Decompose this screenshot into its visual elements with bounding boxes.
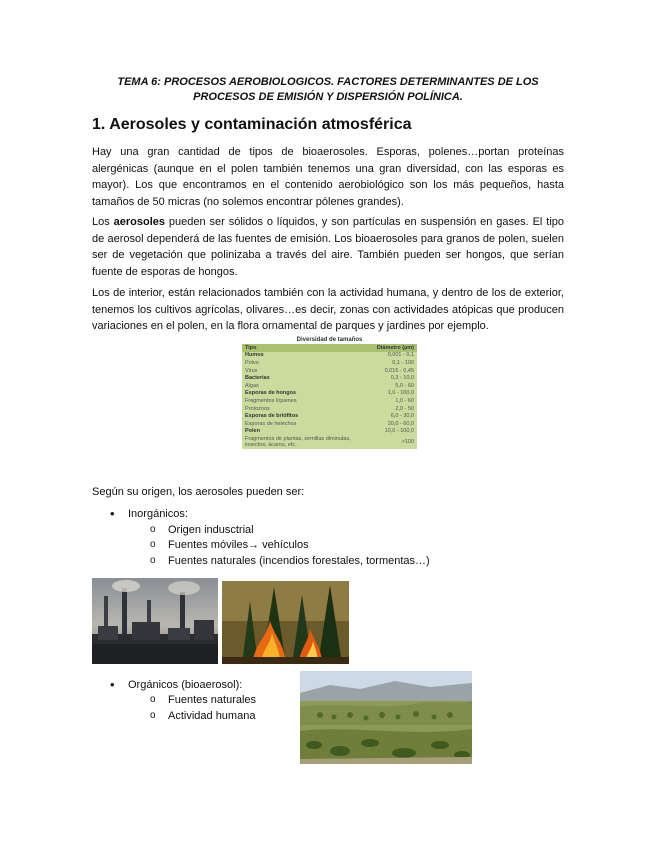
table-row [242,420,417,428]
cell-type: Protozoos [245,405,270,412]
table-row [242,367,417,375]
column-header-size: Diámetro (µm) [374,344,417,352]
table-row [242,374,417,382]
list-item-natural-sources-organic: o Fuentes naturales [168,693,256,707]
size-diversity-table [242,337,417,449]
cell-type: Virus [245,367,258,374]
arrow-right-icon: → [248,539,260,551]
table-row [242,428,417,436]
list-item-inorganic: • Inorgánicos: [128,507,188,521]
list-item-mobile-sources [168,538,309,552]
table-header-row [242,344,417,352]
industrial-pollution-image [92,578,218,664]
cell-size: 1,0 - 60 [395,397,414,404]
size-table [242,344,417,449]
paragraph-aerosols-post: pueden ser sólidos o líquidos, y son partículas en suspensión en gases. El tipo de aerosol dependerá de las fuentes de emisión. Los bioaerosoles para granos de polen, suelen ser de vegetación que polinizaba a través del aire. También pueden ser hongos, que serían fuente de esporas de hongos. [92,216,565,278]
cell-size: 0,3 - 10,0 [390,375,414,382]
landscape-image [300,671,472,764]
vehicles-label: vehículos [259,539,309,551]
list-item-industrial: o Origen indusctrial [168,523,254,537]
cell-type: Esporas de briófitos [245,413,299,420]
cell-size: 20,0 - 60,0 [387,420,414,427]
table-row [242,390,417,398]
cell-size: 0,1 - 100 [392,359,414,366]
cell-type: Fragmentos líquenes [245,397,297,404]
list-item-natural-sources: o Fuentes naturales (incendios forestales, tormentas…) [168,554,430,568]
cell-type: Bacterias [245,375,270,382]
cell-size: 2,0 - 50 [395,405,414,412]
paragraph-indoor-outdoor: Los de interior, están relacionados también con la actividad humana, y dentro de los de exterior, tenemos los cultivos agrícolas, olivares…es decir, zonas con actividades atópicas que producen variaciones en el polen, en la flora ornamental de parques y jardines por ejemplo. [92,287,564,332]
list-item-organic: • Orgánicos (bioaerosol): [128,678,242,692]
mobile-sources-label: Fuentes móviles [168,539,249,551]
cell-type: Polvo [245,359,259,366]
table-row [242,352,417,360]
cell-type: Esporas de hongos [245,390,297,397]
cell-size: 0,001 - 0,1 [387,352,414,359]
cell-type: Algas [245,382,259,389]
table-row [242,435,417,449]
paragraph-aerosols-pre: Los [92,216,114,228]
table-row [242,382,417,390]
paragraph-bioaerosols: Hay una gran cantidad de tipos de bioaerosoles. Esporas, polenes…portan proteínas alergénicas (aunque en el polen también tenemos una gran diversidad, con las esporas es mayor). Los que encontramos en el contenido aerobiológico son los más pequeños, hasta tamaños de 50 micras (no solemos encontrar pólenes grandes). [92,146,564,208]
forest-fire-image [222,581,349,664]
paragraph-aerosols [92,214,564,280]
paragraph-origin: Según su origen, los aerosoles pueden ser: [92,486,305,498]
cell-size: 6,0 - 30,0 [390,413,414,420]
table-row [242,359,417,367]
cell-type: Polen [245,428,260,435]
cell-type: Humos [245,352,264,359]
list-item-human-activity: o Actividad humana [168,709,255,723]
cell-size: 1,0 - 100,0 [387,390,414,397]
cell-type: Fragmentos de plantas, semillas diminutas, insectos, ácaros, etc. [245,436,351,449]
cell-size: 0,015 - 0,45 [384,367,414,374]
term-aerosoles: aerosoles [113,216,166,228]
cell-size: >100 [401,439,414,446]
table-row [242,412,417,420]
table-row [242,405,417,413]
column-header-type: Tipo [242,344,374,352]
cell-size: 10,0 - 100,0 [384,428,414,435]
document-header: TEMA 6: PROCESOS AEROBIOLOGICOS. FACTORES DETERMINANTES DE LOS PROCESOS DE EMISIÓN Y DISPERSIÓN POLÍNICA. [117,76,539,103]
table-row [242,397,417,405]
cell-type: Esporas de helechos [245,420,297,427]
cell-size: 5,0 - 60 [395,382,414,389]
section-heading: 1. Aerosoles y contaminación atmosférica [92,116,412,133]
table-title: Diversidad de tamaños [296,337,363,343]
